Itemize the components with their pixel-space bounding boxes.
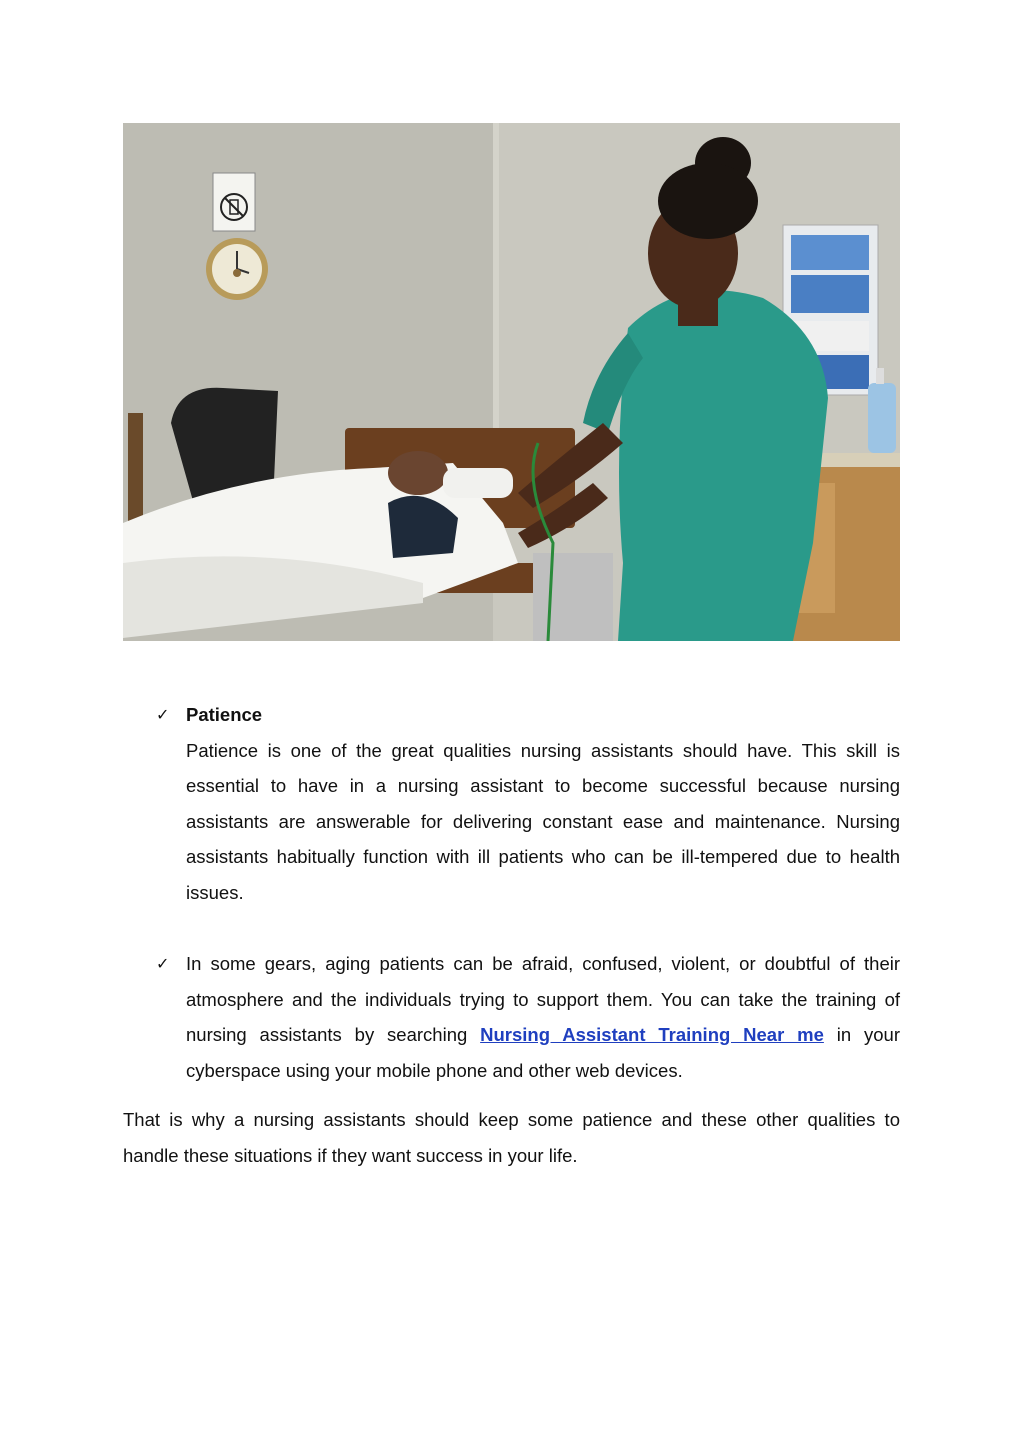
item-text-after: in your cyberspace using your mobile phone and other web devices. xyxy=(186,1024,900,1081)
clock-icon xyxy=(206,238,268,300)
checkmark-icon: ✓ xyxy=(156,705,170,724)
nursing-photo xyxy=(123,123,900,641)
closing-paragraph: That is why a nursing assistants should keep some patience and these other qualities to handle these situations if they want success in your life. xyxy=(123,1109,900,1166)
training-link[interactable]: Nursing Assistant Training Near me xyxy=(480,1024,824,1045)
list-item-aging-patients xyxy=(123,946,900,1088)
no-phone-sign-icon xyxy=(213,173,255,231)
item-text-before: In some gears, aging patients can be afraid, confused, violent, or doubtful of their atmosphere and the individuals trying to support them. You can take the training of nursing assistants by searching xyxy=(186,953,900,1045)
list-item-patience xyxy=(123,697,900,910)
item-text: Patience is one of the great qualities nursing assistants should have. This skill is essential to have in a nursing assistant to become successful because nursing assistants are answerable for delivering constant ease and maintenance. Nursing assistants habitually function with ill patients who can be ill-tempered due to health issues. xyxy=(186,739,900,903)
checkmark-icon: ✓ xyxy=(156,954,170,973)
item-heading: Patience xyxy=(186,704,263,725)
list-item-body xyxy=(186,946,900,1088)
list-item-body xyxy=(186,697,900,910)
